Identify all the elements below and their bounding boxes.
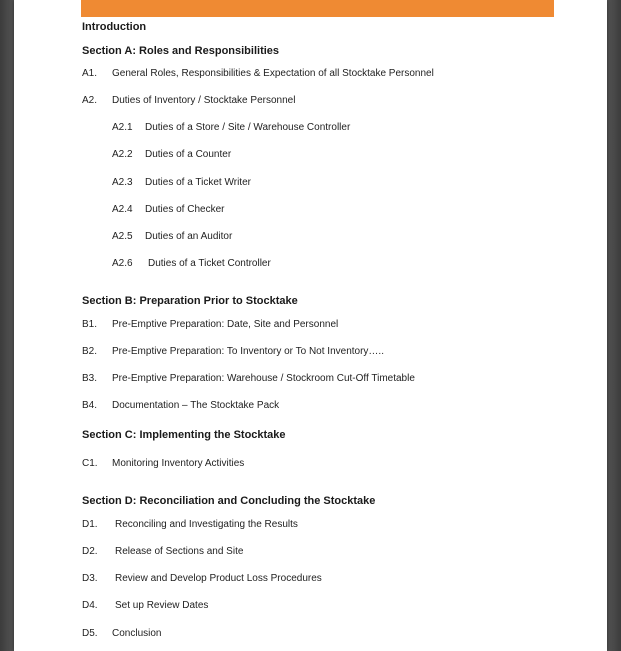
toc-code: A2.2 xyxy=(112,149,133,160)
toc-title: Duties of a Store / Site / Warehouse Controller xyxy=(145,122,351,133)
toc-code: D3. xyxy=(82,573,98,584)
toc-code: B1. xyxy=(82,319,98,330)
toc-title: Set up Review Dates xyxy=(115,600,209,611)
toc-title: Documentation – The Stocktake Pack xyxy=(112,400,280,411)
toc-title: Duties of a Ticket Controller xyxy=(148,258,271,269)
toc-code: A2.5 xyxy=(112,231,133,242)
section-d-heading: Section D: Reconciliation and Concluding the Stocktake xyxy=(82,495,376,507)
toc-title: Duties of an Auditor xyxy=(145,231,233,242)
toc-title: Duties of Checker xyxy=(145,204,225,215)
toc-code: A2. xyxy=(82,95,98,106)
toc-title: General Roles, Responsibilities & Expectation of all Stocktake Personnel xyxy=(112,68,434,79)
toc-code: D1. xyxy=(82,519,98,530)
document-page xyxy=(14,0,607,651)
toc-title: Monitoring Inventory Activities xyxy=(112,458,245,469)
section-c-heading: Section C: Implementing the Stocktake xyxy=(82,429,286,441)
toc-code: A2.3 xyxy=(112,177,133,188)
toc-code: D5. xyxy=(82,628,98,639)
toc-title: Pre-Emptive Preparation: To Inventory or To Not Inventory….. xyxy=(112,346,384,357)
toc-code: A2.4 xyxy=(112,204,133,215)
toc-title: Review and Develop Product Loss Procedures xyxy=(115,573,322,584)
toc-title: Conclusion xyxy=(112,628,162,639)
toc-code: C1. xyxy=(82,458,98,469)
toc-title: Release of Sections and Site xyxy=(115,546,244,557)
toc-code: A2.1 xyxy=(112,122,133,133)
toc-title: Pre-Emptive Preparation: Date, Site and Personnel xyxy=(112,319,339,330)
toc-title: Duties of Inventory / Stocktake Personnel xyxy=(112,95,296,106)
introduction-heading: Introduction xyxy=(82,21,147,33)
toc-title: Reconciling and Investigating the Results xyxy=(115,519,298,530)
toc-code: D4. xyxy=(82,600,98,611)
orange-header-bar xyxy=(81,0,554,17)
toc-title: Duties of a Counter xyxy=(145,149,232,160)
toc-title: Duties of a Ticket Writer xyxy=(145,177,251,188)
toc-code: A2.6 xyxy=(112,258,133,269)
toc-code: B4. xyxy=(82,400,98,411)
toc-code: B3. xyxy=(82,373,98,384)
toc-code: D2. xyxy=(82,546,98,557)
toc-title: Pre-Emptive Preparation: Warehouse / Stockroom Cut-Off Timetable xyxy=(112,373,415,384)
toc-code: A1. xyxy=(82,68,98,79)
section-b-heading: Section B: Preparation Prior to Stocktake xyxy=(82,295,298,307)
section-a-heading: Section A: Roles and Responsibilities xyxy=(82,45,280,57)
toc-code: B2. xyxy=(82,346,98,357)
